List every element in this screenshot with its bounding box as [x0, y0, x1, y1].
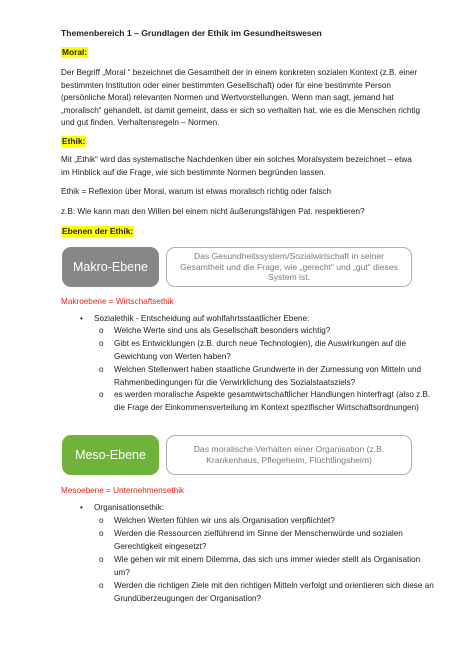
makro-bullet-text: Sozialethik - Entscheidung auf wohlfahrtsstaatlicher Ebene: — [94, 314, 310, 323]
list-item-text: Wie gehen wir mit einem Dilemma, das sich uns immer wieder stellt als Organisation um? — [114, 555, 421, 577]
ethik-paragraph-3: z.B: Wie kann man den Willen bei einem nicht äußerungsfähigen Pat. respektieren? — [61, 207, 365, 216]
moral-paragraph: Der Begriff „Moral “ bezeichnet die Gesamtheit der in einem konkreten sozialen Kontext (z.B. einer bestimmten Institution oder einer bestimmten Gesellschaft) oder für eine bestimmte Person (persönliche Moral) relevanten Normen und Wertvorstellungen. Wenn man sagt, jemand hat „moralisch“ gehandelt, ist damit gemeint, dass er sich so verhalten hat, wie es die Menschen richtig und gut finden. Verhaltensregeln – Normen. — [61, 68, 421, 128]
makro-ebene-description: Das Gesundheitssystem/Sozialwirtschaft in seiner Gesamtheit und die Frage, wie „gerecht“ und „gut“ dieses System ist. — [180, 251, 398, 283]
list-item-text: Gibt es Entwicklungen (z.B. durch neue Technologien), die Auswirkungen auf die Gewichtung von Werten haben? — [114, 339, 407, 361]
circle-bullet-icon: o — [99, 555, 104, 564]
circle-bullet-icon: o — [99, 529, 104, 538]
makro-ebene-box — [62, 247, 159, 287]
circle-bullet-icon: o — [99, 390, 104, 399]
meso-ebene-label: Meso-Ebene — [75, 448, 146, 462]
meso-ebene-box — [62, 435, 159, 475]
mesoebene-subheading: Mesoebene = Unternehmensethik — [61, 486, 185, 495]
heading-moral: Moral: — [62, 47, 88, 57]
meso-bullet-text: Organisationsethik: — [94, 503, 165, 512]
heading-ethik: Ethik: — [62, 136, 86, 146]
meso-ebene-description: Das moralische Verhalten einer Organisation (z.B. Krankenhaus, Pflegeheim, Flüchtlingsheim) — [193, 444, 385, 465]
meso-ebene-description-box — [166, 435, 412, 475]
bullet-icon: • — [80, 314, 83, 323]
list-item-text: Welche Werte sind uns als Gesellschaft besonders wichtig? — [114, 326, 331, 335]
list-item-text: es werden moralische Aspekte gesamtwirtschaftlicher Handlungen hinterfragt (also z.B. die Frage der Einkommensverteilung im Kontext spezifischer Wirtschaftsordnungen) — [114, 390, 431, 412]
list-item-text: Werden die richtigen Ziele mit den richtigen Mitteln verfolgt und orientieren sich diese an Grundüberzeugungen der Organisation? — [114, 581, 434, 603]
heading-ebenen: Ebenen der Ethik: — [62, 226, 134, 236]
page-title: Themenbereich 1 – Grundlagen der Ethik im Gesundheitswesen — [61, 28, 322, 38]
makroebene-subheading: Makroebene = Wirtschaftsethik — [61, 297, 174, 306]
ethik-paragraph-2: Ethik = Reflexion über Moral, warum ist etwas moralisch richtig oder falsch — [61, 187, 332, 196]
makro-ebene-description-box — [166, 247, 412, 287]
bullet-icon: • — [80, 503, 83, 512]
circle-bullet-icon: o — [99, 365, 104, 374]
circle-bullet-icon: o — [99, 516, 104, 525]
list-item-text: Werden die Ressourcen zielführend im Sinne der Menschenwürde und sozialen Gerechtigkeit eingesetzt? — [114, 529, 403, 551]
circle-bullet-icon: o — [99, 326, 104, 335]
circle-bullet-icon: o — [99, 339, 104, 348]
ethik-paragraph-1: Mit „Ethik“ wird das systematische Nachdenken über ein solches Moralsystem bezeichnet – etwa im Hinblick auf die Frage, wie sich bestimmte Normen begründen lassen. — [61, 155, 412, 177]
list-item-text: Welchen Werten fühlen wir uns als Organisation verpflichtet? — [114, 516, 335, 525]
circle-bullet-icon: o — [99, 581, 104, 590]
makro-ebene-label: Makro-Ebene — [72, 260, 149, 274]
list-item-text: Welchen Stellenwert haben staatliche Grundwerte in der Zumessung von Mitteln und Rahmenbedingungen für die Verwirklichung des Sozialstaatsziels? — [114, 365, 422, 387]
